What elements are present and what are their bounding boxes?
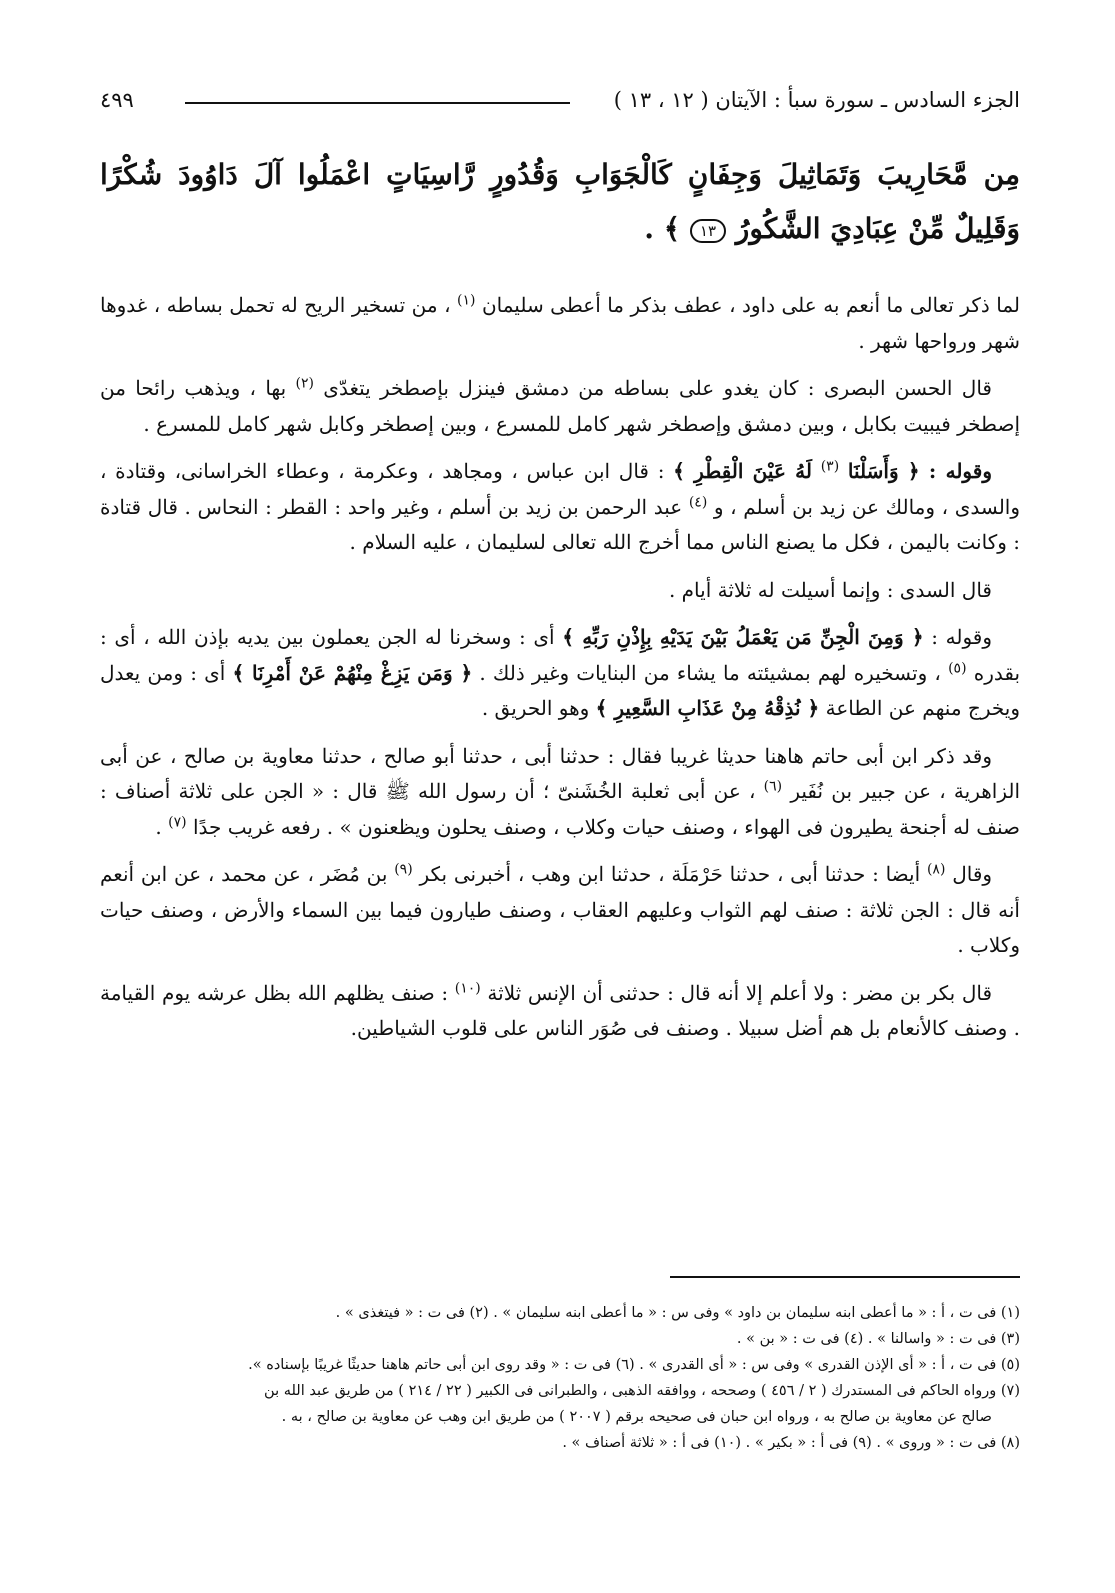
verse-text: مِن مَّحَارِيبَ وَتَمَاثِيلَ وَجِفَانٍ كَالْجَوَابِ وَقُدُورٍ رَّاسِيَاتٍ اعْمَلُوا آلَ دَاوُودَ شُكْرًا وَقَلِيلٌ مِّنْ عِبَادِيَ الشَّكُورُ [100, 158, 1020, 245]
paragraph-text: قال الحسن البصرى : كان يغدو على بساطه من دمشق فينزل بإصطخر يتغدّى [323, 376, 992, 400]
quran-quote: ﴿ نُذِقْهُ مِنْ عَذَابِ السَّعِيرِ ﴾ [595, 696, 820, 720]
paragraph [100, 371, 1020, 442]
running-header [100, 80, 1020, 120]
paragraph-text: ، عن أبى ثعلبة الخُشَنىّ ؛ أن رسول الله ﷺ قال : « الجن على ثلاثة أصناف : صنف له أجنحة يطيرون فى الهواء ، وصنف حيات وكلاب ، وصنف يحلون ويظعنون » . رفعه غريب جدًا [100, 779, 1020, 839]
footnote-line: (٥) فى ت ، أ : « أى الإذن القدرى » وفى س : « أى القدرى » . (٦) فى ت : « وقد روى ابن أبى حاتم هاهنا حديثًا غريبًا بإسناده ». [248, 1357, 1020, 1373]
quran-quote: ﴿ وَمِنَ الْجِنِّ مَن يَعْمَلُ بَيْنَ يَدَيْهِ بِإِذْنِ رَبِّهِ ﴾ [562, 625, 924, 649]
footnote-ref: (٤) [688, 493, 708, 510]
paragraph-text: : صنف يظلهم الله بظل عرشه يوم القيامة . وصنف كالأنعام بل هم أضل سبيلا . وصنف فى صُوَر الناس على قلوب الشياطين. [100, 980, 1020, 1040]
paragraph [100, 454, 1020, 561]
verse-end: ﴾ . [644, 212, 681, 245]
footnote-line: (٣) فى ت : « واسالنا » . (٤) فى ت : « بن » . [736, 1331, 1020, 1347]
paragraph-text: أى : ومن يعدل ويخرج منهم عن الطاعة [100, 660, 1020, 720]
quran-verse [100, 148, 1020, 256]
footnote-ref: (١) [457, 292, 476, 309]
paragraph-text: ، وتسخيره لهم بمشيئته ما يشاء من البنايات وغير ذلك . [479, 660, 941, 685]
paragraph-text: بن مُضَر ، عن محمد ، عن ابن أنعم أنه قال : الجن ثلاثة : صنف لهم الثواب وعليهم العقاب ، وصنف طيارون فيما بين السماء والأرض ، وصنف حيات وكلاب . [100, 862, 1020, 957]
footnote-ref: (٩) [394, 861, 413, 878]
paragraph-text: عبد الرحمن بن زيد بن أسلم ، وغير واحد : القطر : النحاس . قال قتادة : وكانت باليمن ، فكل ما يصنع الناس مما أخرج الله تعالى لسليمان ، عليه السلام . [100, 494, 1020, 554]
footnote-line: صالح عن معاوية بن صالح به ، ورواه ابن حبان فى صحيحه برقم ( ٢٠٠٧ ) من طريق ابن وهب عن معاوية بن صالح ، به . [281, 1409, 992, 1425]
footnote-ref: (٥) [948, 659, 967, 676]
paragraph-text: ، من تسخير الريح له تحمل بساطه ، غدوها شهر ورواحها شهر . [100, 293, 1020, 353]
paragraph-text: قال بكر بن مضر : ولا أعلم إلا أنه قال : حدثنى أن الإنس ثلاثة [487, 980, 993, 1005]
ayah-number-marker: ١٣ [690, 219, 726, 243]
quran-quote: لَهُ عَيْنَ الْقِطْرِ ﴾ [673, 459, 812, 483]
paragraph-text: أيضا : حدثنا أبى ، حدثنا حَرْمَلَة ، حدثنا ابن وهب ، أخبرنى بكر [419, 862, 921, 886]
paragraph-text: وقوله : [931, 625, 993, 649]
body-text [100, 288, 1020, 1059]
footnote-ref: (٦) [763, 778, 783, 795]
footnote-ref: (١٠) [454, 979, 481, 996]
footnote-ref: (٣) [820, 458, 840, 475]
paragraph [100, 288, 1020, 359]
footnote-line: (١) فى ت ، أ : « ما أعطى ابنه سليمان بن داود » وفى س : « ما أعطى ابنه سليمان » . (٢) فى ت : « فيتغذى » . [335, 1305, 1020, 1321]
footnote-ref: (٢) [295, 375, 314, 392]
footnote-separator [670, 1276, 1020, 1278]
paragraph-text: : قال ابن عباس ، ومجاهد ، وعكرمة ، وعطاء الخراسانى، وقتادة ، والسدى ، ومالك عن زيد بن أسلم ، و [100, 459, 1021, 519]
footnote-line: (٨) فى ت : « وروى » . (٩) فى أ : « بكير » . (١٠) فى أ : « ثلاثة أصناف » . [562, 1435, 1020, 1451]
paragraph [100, 976, 1020, 1047]
paragraph-text: وقد ذكر ابن أبى حاتم هاهنا حديثا غريبا فقال : حدثنا أبى ، حدثنا أبو صالح ، حدثنا معاوية بن صالح ، عن أبى الزاهرية ، عن جبير بن نُفَير [100, 743, 1021, 803]
paragraph-text: وقال [952, 862, 993, 886]
footnote-ref: (٨) [926, 861, 946, 878]
paragraph-text: بها ، ويذهب رائحا من إصطخر فيبيت بكابل ، وبين دمشق وإصطخر شهر كامل للمسرع ، وبين إصطخر وكابل شهر كامل للمسرع . [100, 376, 1020, 436]
paragraph-text: أى : وسخرنا له الجن يعملون بين يديه بإذن الله ، أى : بقدره [100, 625, 1021, 685]
paragraph [100, 739, 1020, 846]
paragraph [100, 857, 1020, 964]
paragraph-text: قال السدى : وإنما أسيلت له ثلاثة أيام . [668, 577, 992, 602]
quran-quote: ﴿ وَمَن يَزِغْ مِنْهُمْ عَنْ أَمْرِنَا ﴾ [232, 660, 473, 685]
paragraph [100, 573, 1020, 609]
paragraph [100, 620, 1020, 727]
paragraph-text: لما ذكر تعالى ما أنعم به على داود ، عطف بذكر ما أعطى سليمان [481, 293, 1020, 317]
header-title: الجزء السادس ـ سورة سبأ : الآيتان ( ١٢ ، ١٣ ) [606, 80, 1020, 120]
header-rule [185, 102, 570, 104]
footnotes [100, 1300, 1020, 1456]
paragraph-text: . [155, 814, 162, 839]
footnote-ref: (٧) [168, 813, 187, 830]
page-number: ٤٩٩ [100, 88, 134, 112]
quran-quote: وقوله : ﴿ وَأَسَلْنَا [847, 459, 992, 483]
paragraph-text: وهو الحريق . [481, 696, 590, 720]
footnote-line: (٧) ورواه الحاكم فى المستدرك ( ٢ / ٤٥٦ ) وصححه ، ووافقه الذهبى ، والطبرانى فى الكبير ( ٢٢ / ٢١٤ ) من طريق عبد الله بن [264, 1383, 1020, 1399]
